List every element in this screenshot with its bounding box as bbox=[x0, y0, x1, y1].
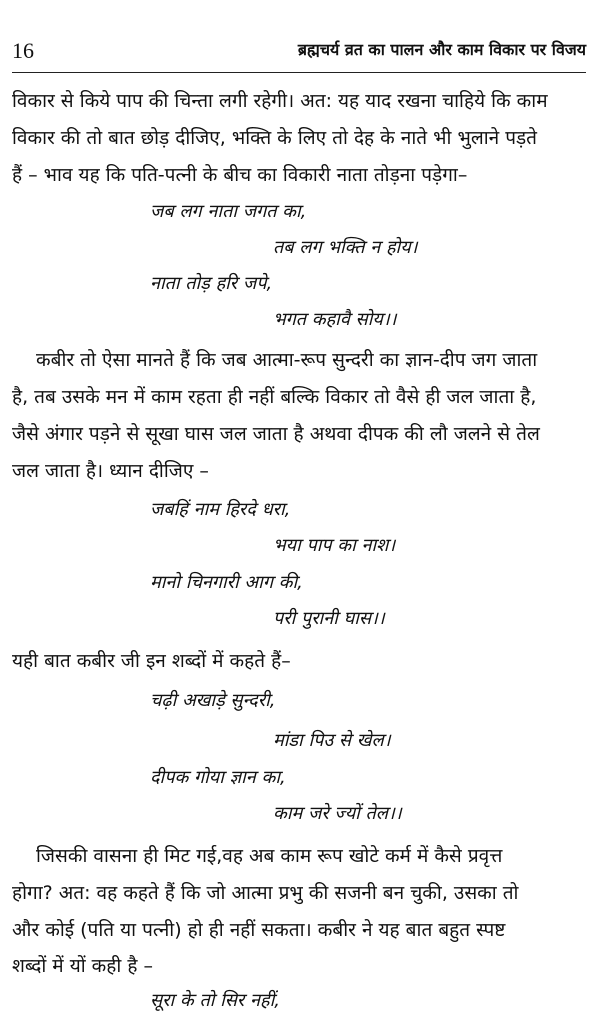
page-header bbox=[12, 36, 586, 66]
verse-line: भया पाप का नाश। bbox=[273, 535, 396, 556]
header-rule bbox=[12, 72, 586, 73]
running-title: ब्रह्मचर्य व्रत का पालन और काम विकार पर विजय bbox=[297, 40, 586, 59]
verse-line: काम जरे ज्यों तेल।। bbox=[273, 803, 402, 824]
verse-line: तब लग भक्ति न होय। bbox=[273, 237, 418, 258]
paragraph-line: है, तब उसके मन में काम रहता ही नहीं बल्कि विकार तो वैसे ही जल जाता है, bbox=[12, 386, 537, 408]
verse-line: दीपक गोया ज्ञान का, bbox=[150, 767, 286, 788]
paragraph-line: शब्दों में यों कही है – bbox=[12, 955, 153, 977]
verse-line: सूरा के तो सिर नहीं, bbox=[150, 990, 280, 1011]
verse-line: चढ़ी अखाड़े सुन्दरी, bbox=[150, 690, 276, 711]
verse-line: जब लग नाता जगत का, bbox=[150, 201, 307, 222]
paragraph-line: विकार की तो बात छोड़ दीजिए, भक्ति के लिए तो देह के नाते भी भुलाने पड़ते bbox=[12, 127, 537, 149]
paragraph-line: हैं – भाव यह कि पति-पत्नी के बीच का विकारी नाता तोड़ना पड़ेगा– bbox=[12, 164, 468, 186]
verse-line: जबहिं नाम हिरदे धरा, bbox=[150, 499, 291, 520]
verse-line: नाता तोड़ हरि जपे, bbox=[150, 273, 273, 294]
paragraph-line: यही बात कबीर जी इन शब्दों में कहते हैं– bbox=[12, 650, 291, 672]
paragraph-line: और कोई (पति या पत्नी) हो ही नहीं सकता। कबीर ने यह बात बहुत स्पष्ट bbox=[12, 919, 506, 941]
verse-line: मानो चिनगारी आग की, bbox=[150, 572, 303, 593]
paragraph-line: जिसकी वासना ही मिट गई,वह अब काम रूप खोटे कर्म में कैसे प्रवृत्त bbox=[36, 845, 503, 867]
paragraph-line: विकार से किये पाप की चिन्ता लगी रहेगी। अत: यह याद रखना चाहिये कि काम bbox=[12, 90, 548, 112]
paragraph-line: कबीर तो ऐसा मानते हैं कि जब आत्मा-रूप सुन्दरी का ज्ञान-दीप जग जाता bbox=[36, 349, 538, 371]
paragraph-line: जैसे अंगार पड़ने से सूखा घास जल जाता है अथवा दीपक की लौ जलने से तेल bbox=[12, 423, 540, 445]
verse-line: भगत कहावै सोय।। bbox=[273, 309, 397, 330]
verse-line: परी पुरानी घास।। bbox=[273, 608, 385, 629]
paragraph-line: जल जाता है। ध्यान दीजिए – bbox=[12, 460, 209, 482]
verse-line: मांडा पिउ से खेल। bbox=[273, 730, 391, 751]
paragraph-line: होगा? अत: वह कहते हैं कि जो आत्मा प्रभु की सजनी बन चुकी, उसका तो bbox=[12, 882, 519, 904]
page-number: 16 bbox=[12, 38, 34, 63]
